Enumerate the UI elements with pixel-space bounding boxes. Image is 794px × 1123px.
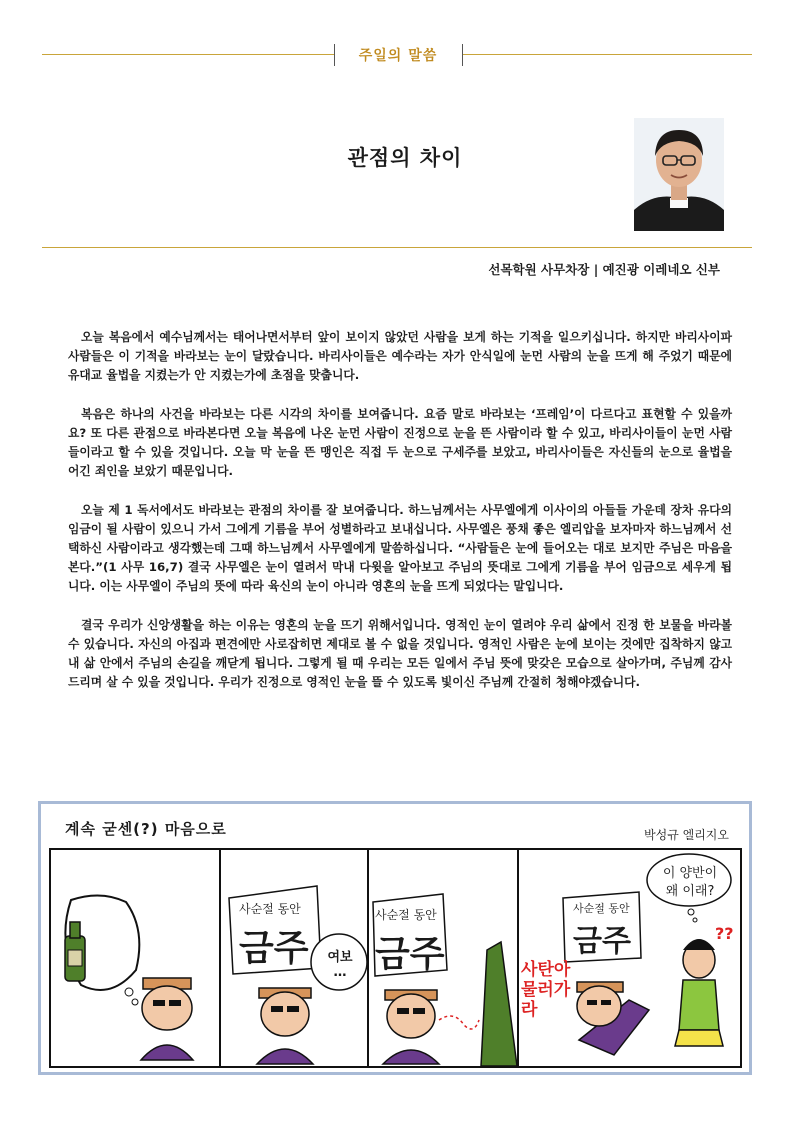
comic-strip (49, 848, 742, 1068)
author-line: 선목학원 사무차장 | 예진광 이레네오 신부 (488, 262, 720, 277)
comic-panel-2 (221, 850, 369, 1066)
panel-4-thought-1: 이 양반이 (662, 866, 718, 881)
paragraph: 결국 우리가 신앙생활을 하는 이유는 영혼의 눈을 뜨기 위해서입니다. 영적인 눈이 열려야 우리 삶에서 진정 한 보물을 바라볼 수 있습니다. 자신의 아집과 편견에만 사로잡히면 제대로 볼 수 없을 것입니다. 영적인 사람은 눈에 보이는 것에만 집착하지 않고 내 삶 안에서 주님의 손길을 깨닫게 됩니다. 그렇게 될 때 우리는 모든 일에서 주님 뜻에 맞갖은 모습으로 살아가며, 주님께 감사드리며 살 수 있을 것입니다. 우리가 진정으로 영적인 눈을 뜰 수 있도록 빛이신 주님께 간절히 청해야겠습니다. (68, 618, 732, 689)
comic-panel-1 (51, 850, 221, 1066)
panel-4-sign-top: 사순절 동안 (573, 902, 630, 915)
panel-4-shout: 사탄아 물러가라 (521, 960, 571, 1020)
article-body (68, 328, 732, 712)
comic-box (38, 801, 752, 1075)
panel-4-question-marks: ?? (715, 924, 734, 943)
comic-panel-3 (369, 850, 519, 1066)
header-rule-right (463, 54, 752, 55)
header-tick-right (462, 44, 463, 66)
panel-3-sign-main: 금주 (375, 934, 445, 975)
panel-2-speech: 여보 … (327, 950, 353, 980)
panel-2-sign-top: 사순절 동안 (239, 902, 301, 916)
panel-4-sign-main: 금주 (573, 924, 631, 959)
article-title: 관점의 차이 (347, 146, 463, 170)
title-separator (42, 247, 752, 248)
header-rule-left (42, 54, 334, 55)
paragraph: 복음은 하나의 사건을 바라보는 다른 시각의 차이를 보여줍니다. 요즘 말로 바라보는 ‘프레임’이 다르다고 표현할 수 있을까요? 또 다른 관점으로 바라본다면 오늘 복음에 나온 눈먼 사람이 진정으로 눈을 뜬 사람이라 할 수 있고, 바리사이들이 눈먼 사람들이라고 할 수 있을 것입니다. 오늘 막 눈을 뜬 맹인은 직접 두 눈으로 구세주를 보았고, 바리사이들은 자신들의 눈으로 율법을 어긴 죄인을 보았기 때문입니다. (68, 407, 732, 478)
panel-1-art (51, 850, 221, 1066)
comic-panel-4 (519, 850, 740, 1066)
panel-4-thought-2: 왜 이래? (665, 884, 715, 899)
comic-title: 계속 굳센(?) 마음으로 (65, 820, 227, 838)
paragraph: 오늘 제 1 독서에서도 바라보는 관점의 차이를 잘 보여줍니다. 하느님께서는 사무엘에게 이사이의 아들들 가운데 장차 유다의 임금이 될 사람이 있으니 가서 그에게 기름을 부어 성별하라고 보내십니다. 사무엘은 풍채 좋은 엘리압을 보자마자 하느님께서 선택하신 사람이라고 생각했는데 그때 하느님께서 사무엘에게 말씀하십니다. “사람들은 눈에 들어오는 대로 보지만 주님은 마음을 본다.”(1 사무 16,7) 결국 사무엘은 눈이 열려서 막내 다윗을 알아보고 주님의 뜻대로 그에게 기름을 부어 임금으로 세우게 됩니다. 이는 사무엘이 주님의 뜻에 따라 육신의 눈이 아니라 영혼의 눈을 뜨게 되었다는 말입니다. (68, 503, 732, 593)
panel-3-sign-top: 사순절 동안 (375, 908, 437, 922)
panel-2-sign-main: 금주 (239, 928, 309, 969)
header-tick-left (334, 44, 335, 66)
comic-author: 박성규 엘리지오 (644, 828, 729, 842)
paragraph: 오늘 복음에서 예수님께서는 태어나면서부터 앞이 보이지 않았던 사람을 보게 하는 기적을 일으키십니다. 하지만 바리사이파 사람들은 이 기적을 바라보는 눈이 달랐습니다. 바리사이들은 예수라는 자가 안식일에 눈먼 사람의 눈을 뜨게 해 주었기 때문에 유대교 율법을 지켰는가 안 지켰는가에 초점을 맞춥니다. (68, 330, 732, 382)
author-photo (634, 118, 724, 231)
section-label: 주일의 말씀 (358, 48, 438, 64)
